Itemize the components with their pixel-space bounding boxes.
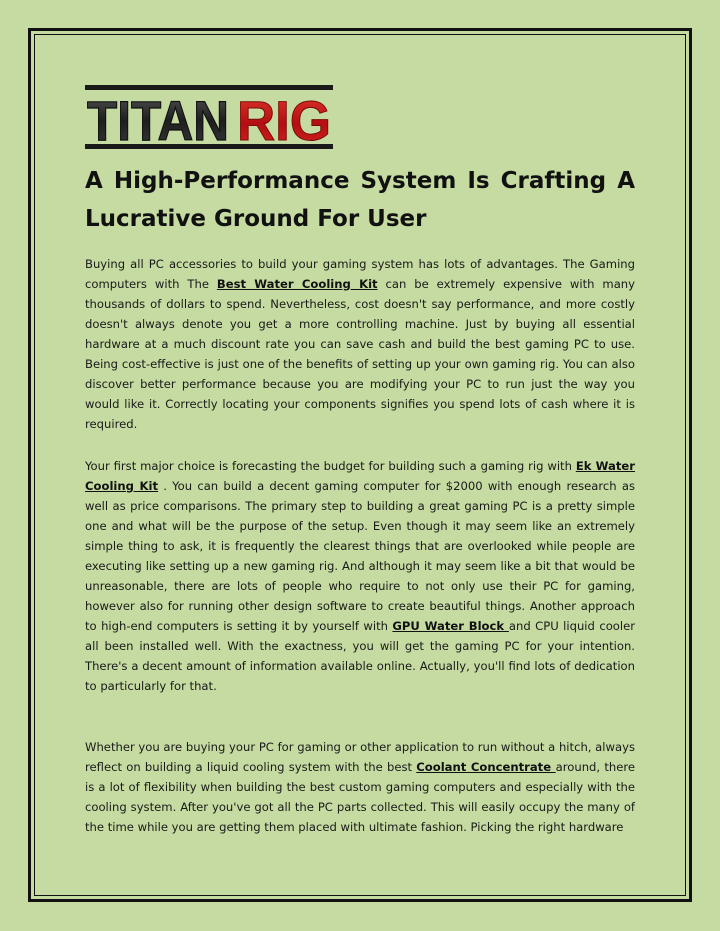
logo-text-rig: RIG <box>237 89 331 149</box>
link-best-water-cooling-kit[interactable]: Best Water Cooling Kit <box>216 277 378 291</box>
titan-rig-logo <box>85 85 333 149</box>
paragraph-2 <box>85 456 635 696</box>
paragraph-1 <box>85 254 635 434</box>
link-ek-water-cooling-kit[interactable]: Ek Water Cooling Kit <box>85 459 635 493</box>
link-coolant-concentrate[interactable]: Coolant Concentrate <box>416 760 556 774</box>
paragraph-2-text-a: Your first major choice is forecasting the budget for building such a gaming rig with <box>85 459 576 473</box>
logo-text-titan: TITAN <box>87 89 229 149</box>
paragraph-2-text-c: and CPU liquid cooler all been installed well. With the exactness, you will get the gaming PC for your intention. There's a decent amount of information available online. Actually, you'll find lots of dedication to particularly for that. <box>85 619 635 693</box>
paragraph-3-text-a: Whether you are buying your PC for gaming or other application to run without a hitch, always reflect on building a liquid cooling system with the best <box>85 740 635 774</box>
page-title: A High-Performance System Is Crafting A Lucrative Ground For User <box>85 168 635 232</box>
paragraph-1-text-b: can be extremely expensive with many thousands of dollars to spend. Nevertheless, cost doesn't say performance, and more costly doesn't always denote you get a more controlling machine. Just by buying all essential hardware at a much discount rate you can save cash and build the best gaming PC to use. Being cost-effective is just one of the benefits of setting up your own gaming rig. You can also discover better performance because you are modifying your PC to run just the way you would like it. Correctly locating your components signifies you spend lots of cash where it is required. <box>85 277 636 431</box>
paragraph-3 <box>85 737 635 837</box>
link-gpu-water-block[interactable]: GPU Water Block <box>392 619 509 633</box>
paragraph-2-text-b: . You can build a decent gaming computer for $2000 with enough research as well as price comparisons. The primary step to building a great gaming PC is a pretty simple one and what will be the purpose of the setup. Even though it may seem like an extremely simple thing to ask, it is frequently the clearest things that are overlooked while people are executing like setting up a new gaming rig. And although it may seem like a bit that would be unreasonable, there are lots of people who require to not only use their PC for gaming, however also for running other design software to create beautiful things. Another approach to high-end computers is setting it by yourself with <box>85 479 635 633</box>
paragraph-3-text-b: around, there is a lot of flexibility when building the best custom gaming computers and especially with the cooling system. After you've got all the PC parts collected. This will easily occupy the many of the time while you are getting them placed with ultimate fashion. Picking the right hardware <box>85 760 635 834</box>
paragraph-1-text-a: Buying all PC accessories to build your gaming system has lots of advantages. The Gaming computers with The <box>85 257 635 291</box>
